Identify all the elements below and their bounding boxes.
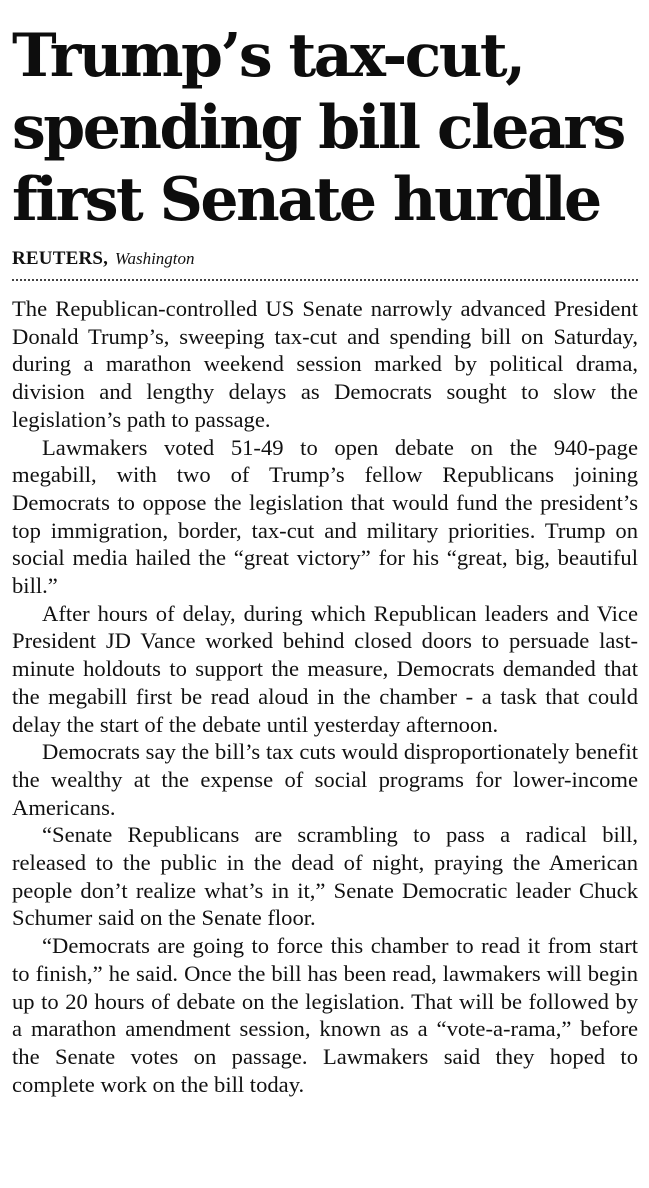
headline-line-1: Trump’s tax-cut, (12, 21, 524, 91)
byline (12, 248, 638, 270)
dotted-divider (12, 279, 638, 281)
article-body (12, 295, 638, 1098)
article (12, 20, 638, 1098)
headline (12, 20, 638, 236)
paragraph: After hours of delay, during which Republican leaders and Vice President JD Vance worked behind closed doors to persuade last-minute holdouts to support the measure, Democrats demanded that the megabill first be read aloud in the chamber - a task that could delay the start of the debate until yesterday afternoon. (12, 600, 638, 737)
paragraph: The Republican-controlled US Senate narrowly advanced President Donald Trump’s, sweeping tax-cut and spending bill on Saturday, during a marathon weekend session marked by political drama, division and lengthy delays as Democrats sought to slow the legislation’s path to passage. (12, 296, 638, 432)
paragraph: “Democrats are going to force this chamber to read it from start to finish,” he said. Once the bill has been read, lawmakers will begin up to 20 hours of debate on the legislation. That will be followed by a marathon amendment session, known as a “vote-a-rama,” before the Senate votes on passage. Lawmakers said they hoped to complete work on the bill today. (12, 933, 638, 1097)
paragraph: “Senate Republicans are scrambling to pass a radical bill, released to the public in the dead of night, praying the American people don’t realize what’s in it,” Senate Democratic leader Chuck Schumer said on the Senate floor. (12, 822, 638, 931)
headline-line-2: spending bill clears (12, 93, 624, 163)
byline-agency: REUTERS, (12, 248, 109, 269)
headline-line-3: first Senate hurdle (12, 165, 600, 235)
byline-location: Washington (114, 249, 195, 268)
paragraph: Lawmakers voted 51-49 to open debate on the 940-page megabill, with two of Trump’s fellow Republicans joining Democrats to oppose the legislation that would fund the president’s top immigration, border, tax-cut and military priorities. Trump on social media hailed the “great victory” for his “great, big, beautiful bill.” (12, 434, 638, 599)
paragraph: Democrats say the bill’s tax cuts would disproportionately benefit the wealthy at the expense of social programs for lower-income Americans. (12, 739, 638, 820)
